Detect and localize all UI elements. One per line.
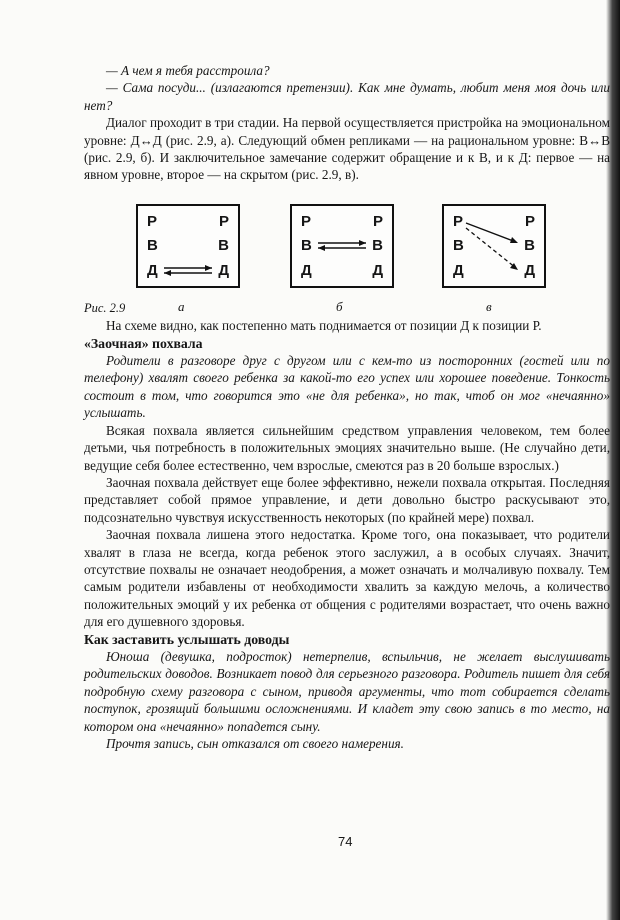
box-a-right-bot: Д (218, 261, 229, 279)
box-b-left-top: Р (301, 212, 312, 230)
box-c-arrows (444, 206, 544, 286)
dialog-line-2: — Сама посуди... (излагаются претензии). Как мне думать, любит меня моя дочь или нет? (84, 80, 610, 113)
box-b-right-top: Р (372, 212, 383, 230)
box-b-arrows (292, 206, 392, 286)
section1-paragraph-1: Всякая похвала является сильнейшим средством управления человеком, тем более детьми, чья потребность в положительных эмоциях значительно выше. (Не случайно дети, ведущие себя более естественно, чем взрослые, смеются раз в 20 больше взрослых.) (84, 422, 610, 473)
box-a-left-top: Р (147, 212, 158, 230)
page-number: 74 (338, 834, 353, 849)
diagram-box-b (290, 204, 394, 288)
figure-label-c: в (486, 298, 492, 314)
box-b-right-mid: В (372, 236, 383, 254)
box-a-arrows (138, 206, 238, 286)
box-c-right-bot: Д (524, 261, 535, 279)
box-b-left-mid: В (301, 236, 312, 254)
figure-caption: Рис. 2.9 (84, 300, 126, 315)
box-c-right-top: Р (524, 212, 535, 230)
box-c-left-mid: В (453, 236, 464, 254)
box-c-left-top: Р (453, 212, 464, 230)
diagram-box-c (442, 204, 546, 288)
box-c-left-bot: Д (453, 261, 464, 279)
section2-intro: Юноша (девушка, подросток) нетерпелив, вспыльчив, не желает выслушивать родительских доводов. Возникает повод для серьезного разговора. Родитель пишет для себя подробную схему разговора с сыном, приводя аргументы, что тот собирается сделать поступок, грозящий большими осложнениями. И кладет эту свою запись в то место, на котором она «нечаянно» попадется сыну. (84, 648, 610, 734)
dialog-line-1: — А чем я тебя расстроила? (106, 63, 270, 78)
paragraph-scheme: На схеме видно, как постепенно мать поднимается от позиции Д к позиции Р. (106, 318, 542, 334)
box-c-right-mid: В (524, 236, 535, 254)
section1-intro: Родители в разговоре друг с другом или с кем-то из посторонних (гостей или по телефону) хвалят своего ребенка за какой-то его успех или хорошее поведение. Тонкость состоит в том, что говорится это «не для ребенка», но так, чтоб он мог «нечаянно» услышать. (84, 353, 610, 421)
paragraph-dialog-stages: Диалог проходит в три стадии. На первой осуществляется пристройка на эмоциональном уровне: Д↔Д (рис. 2.9, а). Следующий обмен репликами — на рациональном уровне: В↔В (рис. 2.9, б). И заключительное замечание содержит обращение и к В, и к Д: первое — на явном уровне, второе — на скрытом (рис. 2.9, в). (84, 115, 610, 183)
box-b-left-bot: Д (301, 261, 312, 279)
box-b-right-bot: Д (372, 261, 383, 279)
box-a-right-top: Р (218, 212, 229, 230)
box-a-left-bot: Д (147, 261, 158, 279)
diagram-box-a (136, 204, 240, 288)
figure-label-a: а (178, 298, 185, 314)
section-title-absentee-praise: «Заочная» похвала (84, 335, 203, 351)
figure-label-b: б (336, 298, 343, 314)
box-a-left-mid: В (147, 236, 158, 254)
box-a-right-mid: В (218, 236, 229, 254)
section2-paragraph-1: Прочтя запись, сын отказался от своего намерения. (106, 736, 404, 751)
section-title-arguments: Как заставить услышать доводы (84, 631, 290, 647)
section1-paragraph-3: Заочная похвала лишена этого недостатка. Кроме того, она показывает, что родители хвалят в глаза не всегда, когда ребенок этого заслужил, а в особых случаях. Значит, отсутствие похвалы не означает неодобрения, а может означать и молчаливую похвалу. Тем самым родители избавлены от необходимости хвалить за каждую мелочь, а количество положительных эмоций у их ребенка от общения с родителями возрастает, что очень важно для его душевного здоровья. (84, 527, 610, 630)
section1-paragraph-2: Заочная похвала действует еще более эффективно, нежели похвала открытая. Последняя представляет собой прямое управление, и дети довольно быстро раскусывают это, подсознательно чувствуя искусственность некоторых (по крайней мере) похвал. (84, 474, 610, 525)
book-page (84, 62, 610, 752)
